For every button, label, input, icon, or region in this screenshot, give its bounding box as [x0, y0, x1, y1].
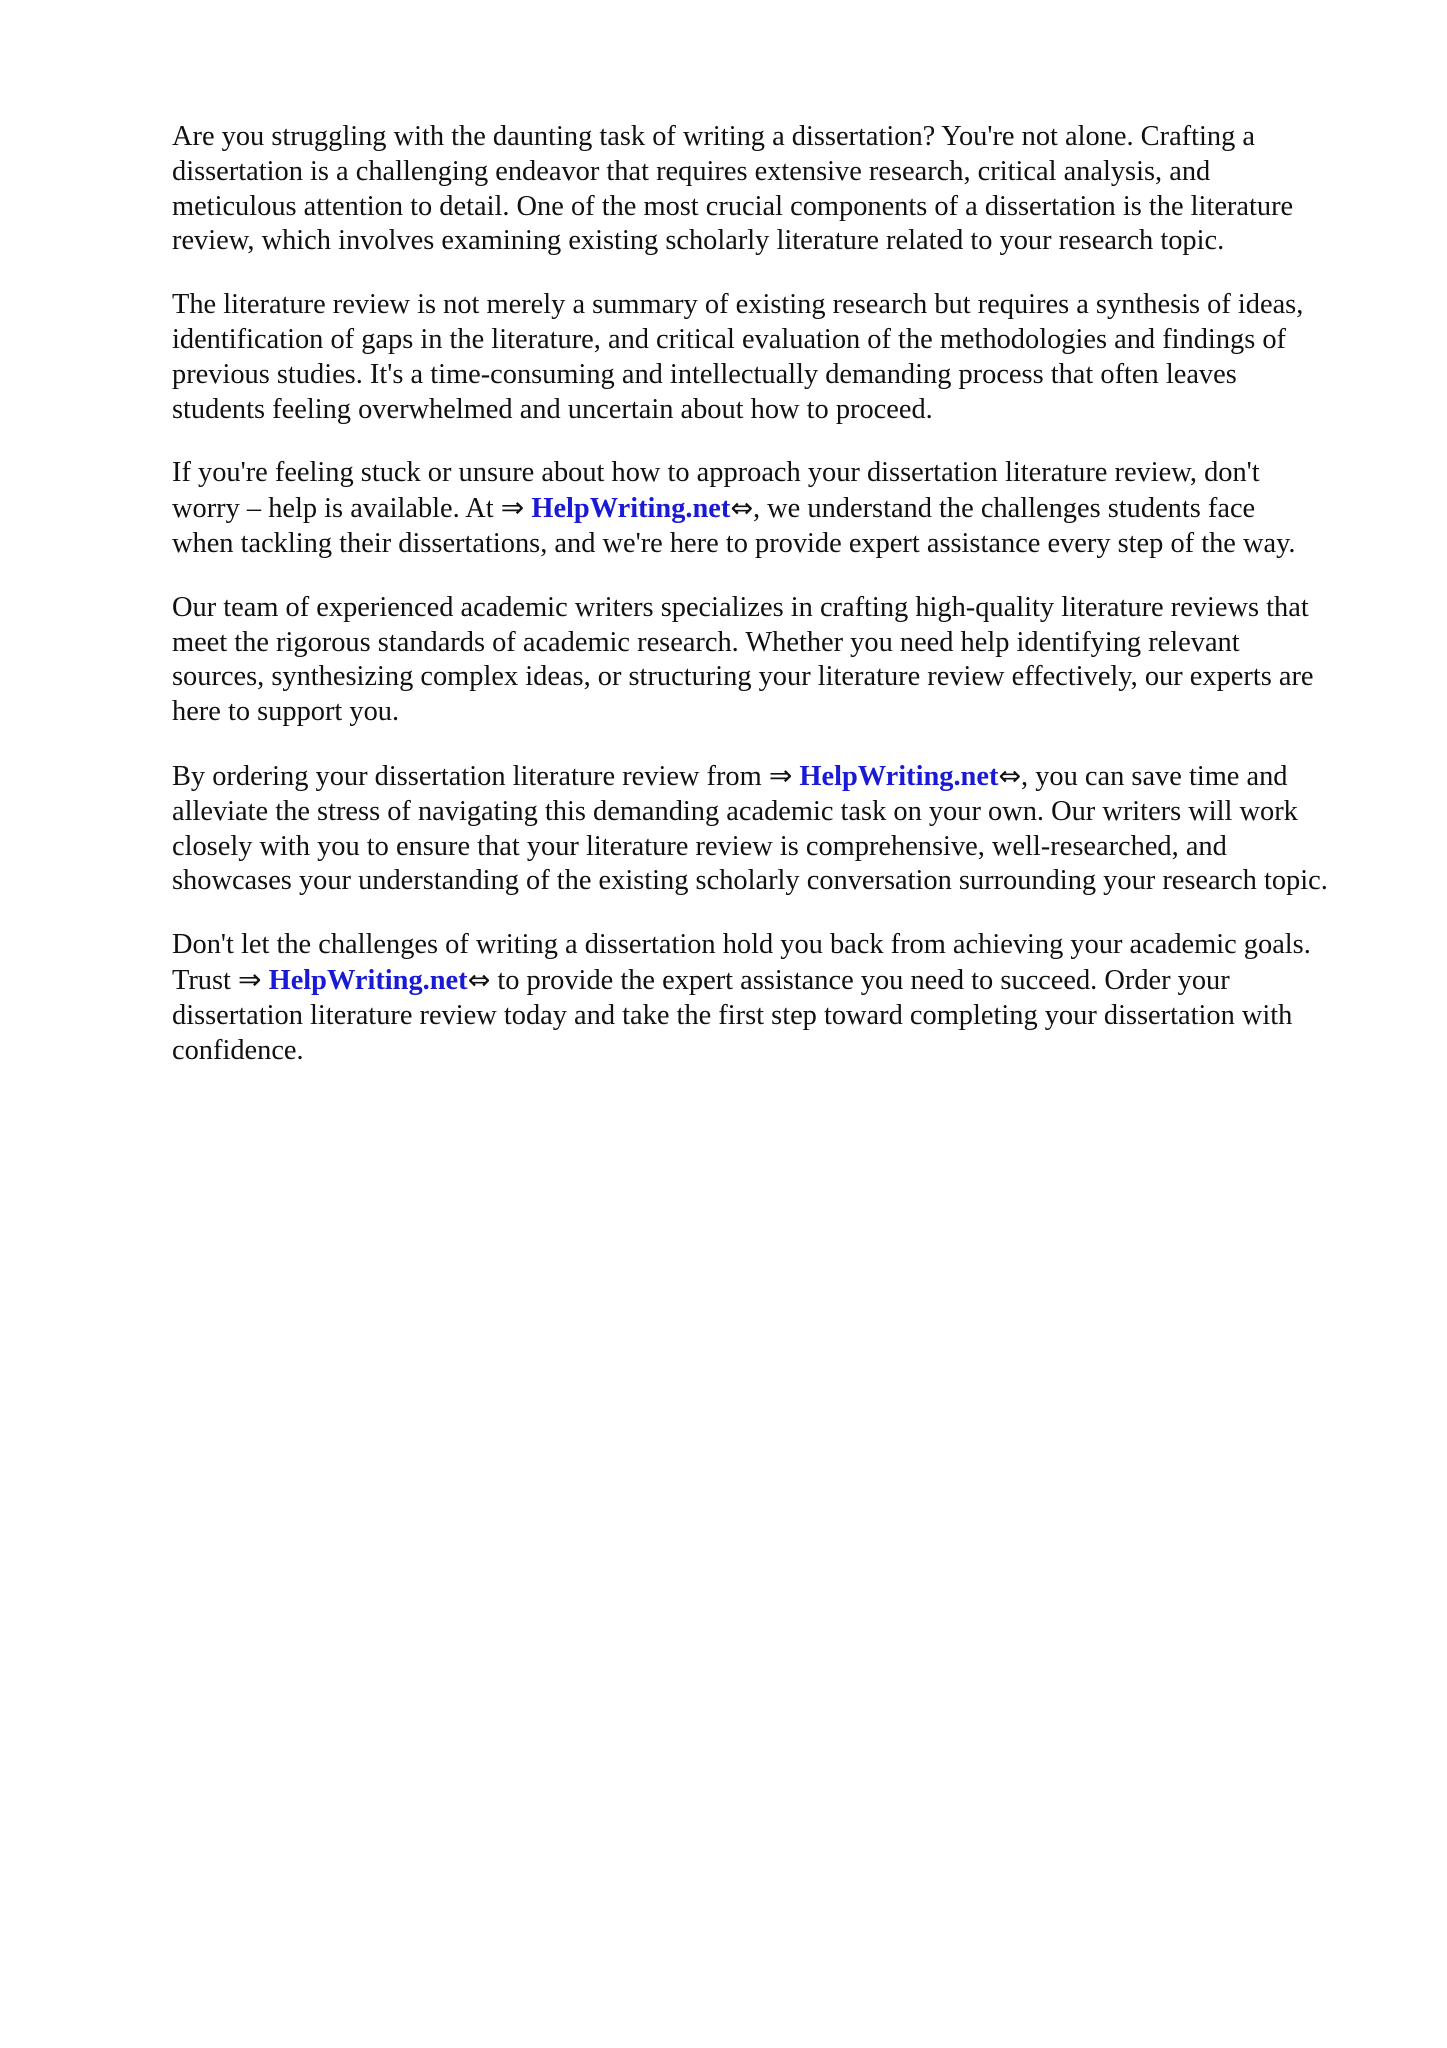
- helpwriting-link[interactable]: HelpWriting.net: [799, 760, 999, 792]
- paragraph-line: students feeling overwhelmed and uncertain about how to proceed.: [172, 393, 933, 425]
- paragraph-2: [172, 288, 1377, 427]
- paragraph-line: meticulous attention to detail. One of the most crucial components of a dissertation is the literature: [172, 190, 1294, 222]
- paragraph-line: showcases your understanding of the existing scholarly conversation surrounding your research topic.: [172, 865, 1328, 897]
- document-body: [172, 120, 1377, 1097]
- line-text-before-link: Trust: [172, 964, 239, 996]
- left-right-double-arrow-icon: ⇔: [998, 760, 1022, 792]
- paragraph-line: closely with you to ensure that your literature review is comprehensive, well-researched, and: [172, 830, 1227, 862]
- paragraph-line-with-link: [172, 491, 1377, 527]
- line-text-after-link: to provide the expert assistance you need to succeed. Order your: [490, 964, 1230, 996]
- paragraph-line: meet the rigorous standards of academic research. Whether you need help identifying relevant: [172, 626, 1240, 658]
- paragraph-line: confidence.: [172, 1034, 304, 1066]
- paragraph-line-with-link: [172, 759, 1377, 795]
- paragraph-line: review, which involves examining existing scholarly literature related to your research topic.: [172, 225, 1225, 257]
- paragraph-line: Our team of experienced academic writers specializes in crafting high-quality literature reviews that: [172, 591, 1309, 623]
- paragraph-line: previous studies. It's a time-consuming and intellectually demanding process that often leaves: [172, 358, 1237, 390]
- paragraph-3: [172, 456, 1377, 561]
- paragraph-line: when tackling their dissertations, and we're here to provide expert assistance every step of the way.: [172, 527, 1296, 559]
- line-text-after-link: , we understand the challenges students face: [752, 493, 1256, 525]
- line-text-before-link: worry – help is available. At: [172, 493, 501, 525]
- left-right-double-arrow-icon: ⇔: [730, 493, 753, 525]
- paragraph-line: dissertation is a challenging endeavor that requires extensive research, critical analysis, and: [172, 155, 1211, 187]
- left-right-double-arrow-icon: ⇔: [467, 964, 491, 996]
- right-double-arrow-icon: ⇒: [238, 962, 262, 996]
- paragraph-line: Are you struggling with the daunting task of writing a dissertation? You're not alone. Crafting a: [172, 121, 1255, 152]
- paragraph-line: The literature review is not merely a summary of existing research but requires a synthesis of ideas,: [172, 289, 1304, 321]
- line-text-before-link: By ordering your dissertation literature review from: [172, 760, 769, 792]
- paragraph-1: [172, 120, 1377, 259]
- right-double-arrow-icon: ⇒: [768, 758, 793, 792]
- paragraph-line: Don't let the challenges of writing a dissertation hold you back from achieving your academic goals.: [172, 929, 1311, 961]
- paragraph-line: here to support you.: [172, 696, 400, 728]
- helpwriting-link[interactable]: HelpWriting.net: [268, 964, 468, 996]
- paragraph-line: alleviate the stress of navigating this demanding academic task on your own. Our writers will work: [172, 795, 1298, 827]
- paragraph-line: dissertation literature review today and take the first step toward completing your dissertation with: [172, 999, 1293, 1031]
- paragraph-line: If you're feeling stuck or unsure about how to approach your dissertation literature review, don't: [172, 457, 1260, 489]
- paragraph-4: [172, 591, 1377, 730]
- helpwriting-link[interactable]: HelpWriting.net: [531, 493, 731, 525]
- paragraph-6: [172, 928, 1377, 1068]
- paragraph-5: [172, 759, 1377, 899]
- paragraph-line: identification of gaps in the literature, and critical evaluation of the methodologies and findings of: [172, 323, 1286, 355]
- right-double-arrow-icon: ⇒: [500, 491, 525, 525]
- paragraph-line: sources, synthesizing complex ideas, or structuring your literature review effectively, our experts are: [172, 661, 1314, 693]
- paragraph-line-with-link: [172, 963, 1377, 999]
- line-text-after-link: , you can save time and: [1021, 760, 1288, 792]
